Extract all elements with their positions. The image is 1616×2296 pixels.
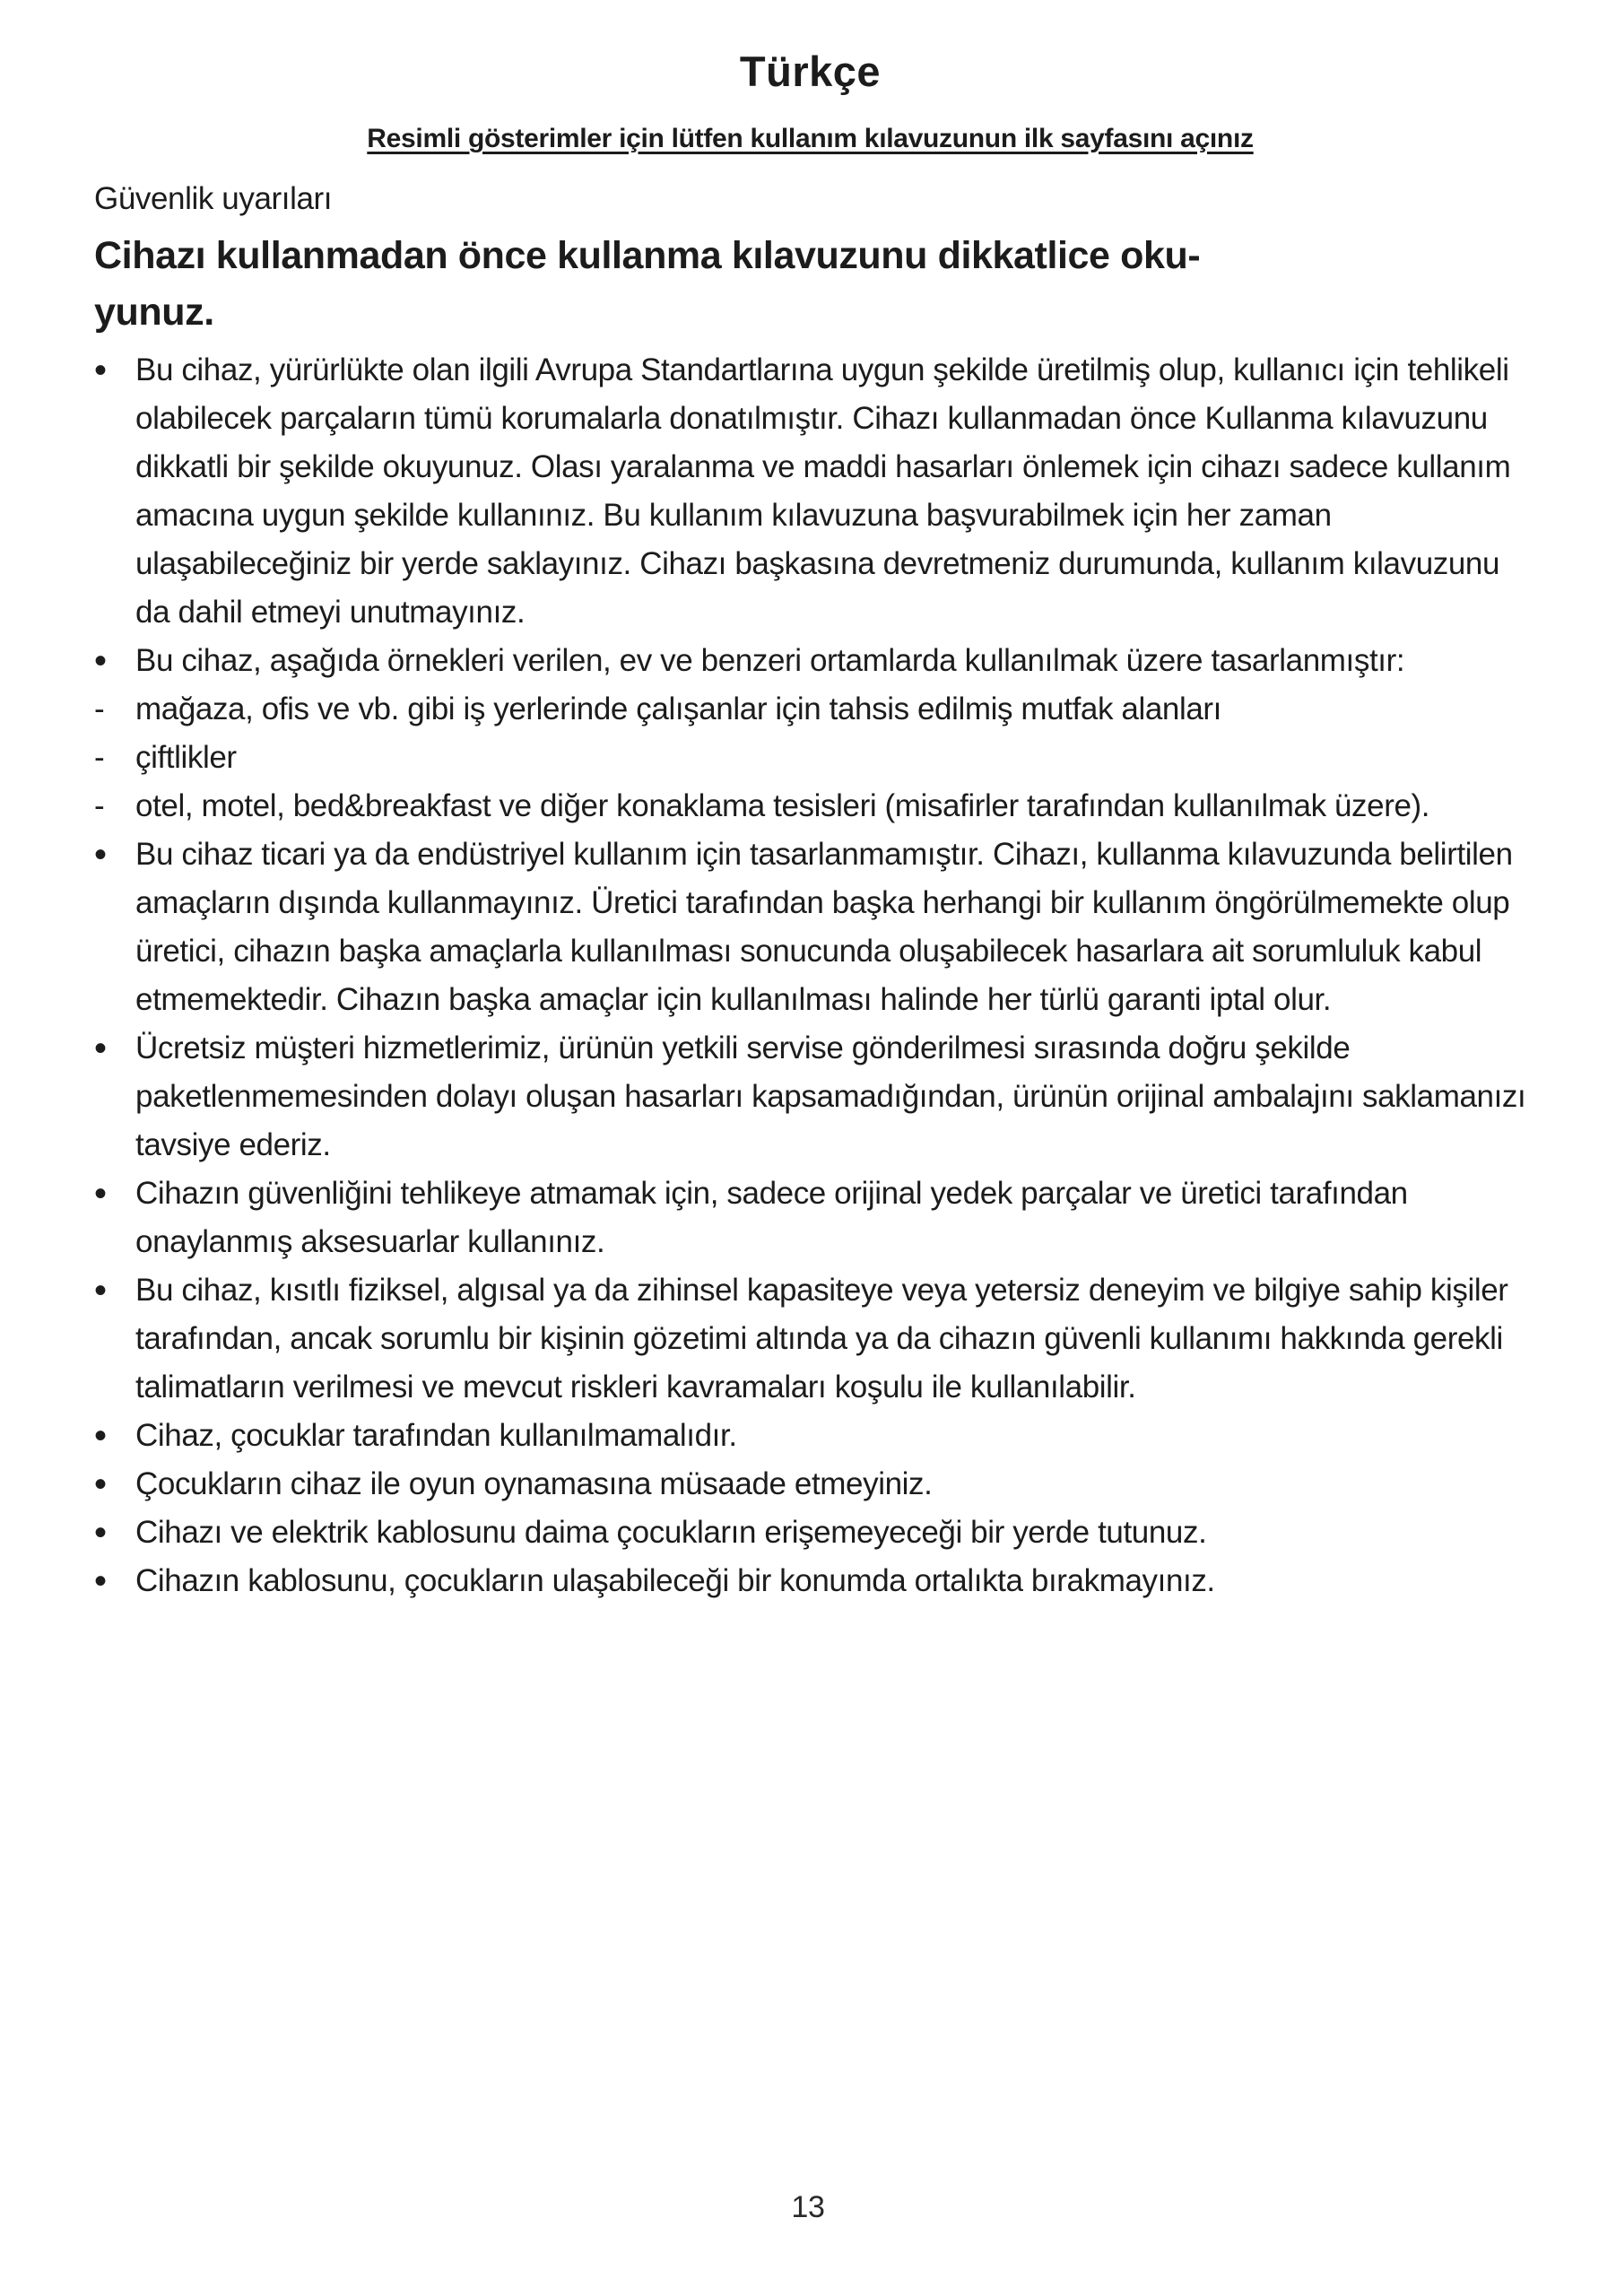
safety-list — [94, 346, 1526, 1605]
bullet-marker: • — [94, 835, 107, 874]
bullet-marker: • — [94, 1561, 107, 1601]
section-label: Güvenlik uyarıları — [94, 181, 333, 216]
list-item — [94, 1170, 1526, 1266]
list-item-text: Bu cihaz, aşağıda örnekleri verilen, ev ve benzeri ortamlarda kullanılmak üzere tasarlanmıştır: — [135, 643, 1405, 678]
list-item — [94, 346, 1526, 637]
list-item — [94, 1412, 1526, 1460]
bullet-marker: • — [94, 1271, 107, 1310]
list-item-text: Bu cihaz ticari ya da endüstriyel kullanım için tasarlanmamıştır. Cihazı, kullanma kılavuzunda belirtilen amaçların dışında kullanmayınız. Üretici tarafından başka herhangi bir kullanım öngörülmemekte olup üretici, cihazın başka amaçlarla kullanılması sonucunda oluşabilecek hasarlara ait sorumluluk kabul etmemektedir. Cihazın başka amaçlar için kullanılması halinde her türlü garanti iptal olur. — [135, 837, 1513, 1017]
list-item — [94, 1460, 1526, 1509]
list-item — [94, 1266, 1526, 1412]
list-item-text: Cihazın güvenliğini tehlikeye atmamak için, sadece orijinal yedek parçalar ve üretici tarafından onaylanmış aksesuarlar kullanınız. — [135, 1176, 1408, 1259]
bullet-marker: • — [94, 351, 107, 390]
list-item-text: mağaza, ofis ve vb. gibi iş yerlerinde çalışanlar için tahsis edilmiş mutfak alanları — [135, 691, 1221, 726]
page-number: 13 — [791, 2190, 825, 2224]
list-item — [94, 685, 1526, 734]
page-title: Türkçe — [739, 48, 882, 95]
dash-marker: - — [94, 740, 105, 775]
list-item — [94, 831, 1526, 1024]
list-item-text: Ücretsiz müşteri hizmetlerimiz, ürünün yetkili servise gönderilmesi sırasında doğru şekilde paketlenmemesinden dolayı oluşan hasarları kapsamadığından, ürünün orijinal ambalajını saklamanızı tavsiye ederiz. — [135, 1031, 1526, 1162]
list-item — [94, 782, 1526, 831]
list-item-text: Cihaz, çocuklar tarafından kullanılmamalıdır. — [135, 1418, 737, 1453]
bullet-marker: • — [94, 1513, 107, 1552]
bullet-marker: • — [94, 1465, 107, 1504]
list-item-text: Çocukların cihaz ile oyun oynamasına müsaade etmeyiniz. — [135, 1466, 933, 1501]
list-item-text: Cihazı ve elektrik kablosunu daima çocukların erişemeyeceği bir yerde tutunuz. — [135, 1515, 1207, 1550]
dash-marker: - — [94, 691, 105, 726]
subtitle: Resimli gösterimler için lütfen kullanım kılavuzunun ilk sayfasını açınız — [367, 124, 1254, 153]
list-item — [94, 1557, 1526, 1605]
bullet-marker: • — [94, 1174, 107, 1213]
list-item-text: Bu cihaz, kısıtlı fiziksel, algısal ya da zihinsel kapasiteye veya yetersiz deneyim ve bilgiye sahip kişiler tarafından, ancak sorumlu bir kişinin gözetimi altında ya da cihazın güvenli kullanımı hakkında gerekli talimatların verilmesi ve mevcut riskleri kavramaları koşulu ile kullanılabilir. — [135, 1273, 1508, 1405]
warning-heading-line-1: Cihazı kullanmadan önce kullanma kılavuzunu dikkatlice oku- — [94, 234, 1201, 277]
bullet-marker: • — [94, 1416, 107, 1456]
list-item-text: çiftlikler — [135, 740, 237, 775]
warning-heading-line-2: yunuz. — [94, 291, 214, 334]
warning-heading — [94, 228, 1526, 341]
list-item-text: otel, motel, bed&breakfast ve diğer konaklama tesisleri (misafirler tarafından kullanılmak üzere). — [135, 788, 1430, 823]
bullet-marker: • — [94, 641, 107, 681]
list-item — [94, 734, 1526, 782]
list-item-text: Bu cihaz, yürürlükte olan ilgili Avrupa Standartlarına uygun şekilde üretilmiş olup, kullanıcı için tehlikeli olabilecek parçaların tümü korumalarla donatılmıştır. Cihazı kullanmadan önce Kullanma kılavuzunu dikkatli bir şekilde okuyunuz. Olası yaralanma ve maddi hasarları önlemek için cihazı sadece kullanım amacına uygun şekilde kullanınız. Bu kullanım kılavuzuna başvurabilmek için her zaman ulaşabileceğiniz bir yerde saklayınız. Cihazı başkasına devretmeniz durumunda, kullanım kılavuzunu da dahil etmeyi unutmayınız. — [135, 352, 1511, 630]
list-item — [94, 637, 1526, 685]
dash-marker: - — [94, 788, 105, 823]
list-item-text: Cihazın kablosunu, çocukların ulaşabileceği bir konumda ortalıkta bırakmayınız. — [135, 1563, 1215, 1598]
list-item — [94, 1024, 1526, 1170]
bullet-marker: • — [94, 1029, 107, 1068]
list-item — [94, 1509, 1526, 1557]
